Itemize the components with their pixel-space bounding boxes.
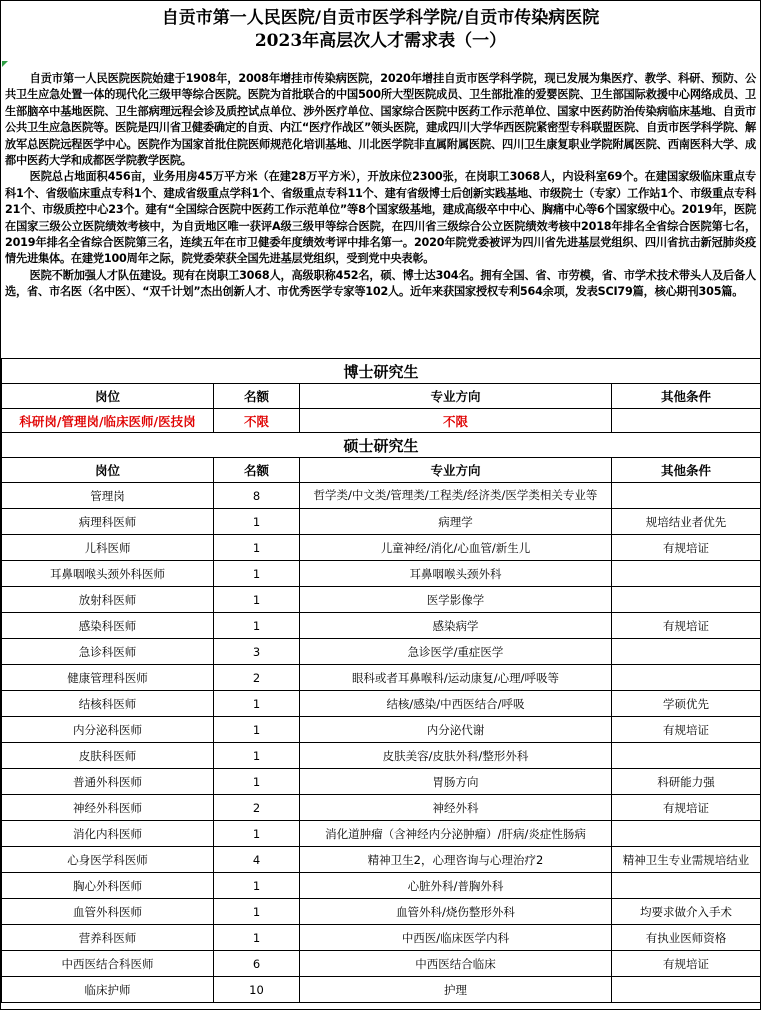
title-table: 2023年高层次人才需求表（一） (254, 31, 507, 51)
table-row (2, 743, 761, 769)
intro-paragraph: 医院不断加强人才队伍建设。现有在岗职工3068人，高级职称452名，硕、博士达304名。拥有全国、省、市劳模，省、市学术技术带头人及后备人选，省、市名医（名中医）、“双千计划”杰出创新人才、市优秀医学专家等102人。近年来获国家授权专利564余项，发表SCI79篇，核心期刊305篇。 (5, 268, 756, 299)
phd-header-row (2, 384, 761, 409)
table-row (2, 847, 761, 873)
cell-position: 中西医结合科医师 (2, 951, 214, 977)
title-hospitals: 自贡市第一人民医院/自贡市医学科学院/自贡市传染病医院 (161, 8, 600, 28)
cell-conditions: 规培结业者优先 (612, 509, 761, 535)
cell-position: 胸心外科医师 (2, 873, 214, 899)
cell-position: 神经外科医师 (2, 795, 214, 821)
cell-quota: 1 (214, 691, 300, 717)
cell-quota: 6 (214, 951, 300, 977)
cell-quota: 1 (214, 925, 300, 951)
table-row (2, 483, 761, 509)
cell-position: 感染科医师 (2, 613, 214, 639)
cell-major: 眼科或者耳鼻喉科/运动康复/心理/呼吸等 (300, 665, 612, 691)
cell-major: 胃肠方向 (300, 769, 612, 795)
cell-major: 病理学 (300, 509, 612, 535)
cell-conditions (612, 561, 761, 587)
table-row (2, 613, 761, 639)
cell-conditions (612, 483, 761, 509)
header-conditions: 其他条件 (612, 384, 761, 409)
cell-conditions: 有规培证 (612, 717, 761, 743)
phd-position: 科研岗/管理岗/临床医师/医技岗 (2, 409, 214, 433)
cell-major: 血管外科/烧伤整形外科 (300, 899, 612, 925)
cell-major: 医学影像学 (300, 587, 612, 613)
cell-conditions (612, 821, 761, 847)
intro-paragraph: 自贡市第一人民医院医院始建于1908年，2008年增挂市传染病医院，2020年增挂自贡市医学科学院，现已发展为集医疗、教学、科研、预防、公共卫生应急处置一体的现代化三级甲等综合医院。医院为首批联合的中国500所大型医院成员、卫生部批准的爱婴医院、卫生部国际救援中心网络成员、卫生部脑卒中基地医院、卫生部病理远程会诊及质控试点单位、涉外医疗单位、国家综合医院中医药工作示范单位、国家中医药防治传染病临床基地、自贡市公共卫生应急医院等。医院是四川省卫健委确定的自贡、内江“医疗作战区”领头医院，建成四川大学华西医院紧密型专科联盟医院、自贡市医学科学院、解放军总医院远程医学中心。医院作为国家首批住院医师规范化培训基地、川北医学院非直属附属医院、四川卫生康复职业学院附属医院、西南医科大学、成都中医药大学和成都医学院教学医院。 (5, 72, 756, 168)
cell-conditions (612, 977, 761, 1003)
cell-position: 普通外科医师 (2, 769, 214, 795)
cell-major: 心脏外科/普胸外科 (300, 873, 612, 899)
phd-row (2, 409, 761, 433)
table-row (2, 951, 761, 977)
table-row (2, 639, 761, 665)
cell-position: 心身医学科医师 (2, 847, 214, 873)
hospital-introduction (1, 63, 760, 358)
cell-quota: 3 (214, 639, 300, 665)
section-phd: 博士研究生 (2, 359, 761, 384)
cell-major: 耳鼻咽喉头颈外科 (300, 561, 612, 587)
cell-quota: 1 (214, 873, 300, 899)
cell-marker-icon (2, 61, 8, 67)
cell-quota: 1 (214, 587, 300, 613)
cell-conditions: 有规培证 (612, 535, 761, 561)
cell-conditions: 有执业医师资格 (612, 925, 761, 951)
cell-conditions (612, 743, 761, 769)
table-row (2, 977, 761, 1003)
cell-major: 急诊医学/重症医学 (300, 639, 612, 665)
table-row (2, 535, 761, 561)
cell-major: 哲学类/中文类/管理类/工程类/经济类/医学类相关专业等 (300, 483, 612, 509)
table-row (2, 561, 761, 587)
table-row (2, 873, 761, 899)
cell-conditions: 精神卫生专业需规培结业 (612, 847, 761, 873)
cell-quota: 1 (214, 769, 300, 795)
cell-major: 内分泌代谢 (300, 717, 612, 743)
header-quota: 名额 (214, 458, 300, 483)
intro-paragraph: 医院总占地面积456亩，业务用房45万平方米（在建28万平方米），开放床位2300张，在岗职工3068人，内设科室69个。在建国家级临床重点专科1个、省级临床重点专科1个、建成省级重点学科1个、省级重点专科11个、建有省级博士后创新实践基地、市级院士（专家）工作站1个、市级重点专科21个、市级质控中心23个。建有“全国综合医院中医药工作示范单位”等8个国家级基地，建成高级卒中中心、胸痛中心等6个国家级中心。2019年，医院在国家三级公立医院绩效考核中，为自贡地区唯一获评A级三级甲等综合医院，在四川省三级综合公立医院绩效考核中2018年排名全省综合医院第七名，2019年排名全省综合医院第三名，连续五年在市卫健委年度绩效考评中排名第一。2020年院党委被评为四川省先进基层党组织、四川省抗击新冠肺炎疫情先进集体。在建党100周年之际，院党委荣获全国先进基层党组织，受到党中央表彰。 (5, 170, 756, 266)
table-row (2, 691, 761, 717)
cell-conditions: 有规培证 (612, 951, 761, 977)
cell-position: 耳鼻咽喉头颈外科医师 (2, 561, 214, 587)
cell-position: 皮肤科医师 (2, 743, 214, 769)
cell-major: 皮肤美容/皮肤外科/整形外科 (300, 743, 612, 769)
header-conditions: 其他条件 (612, 458, 761, 483)
cell-quota: 4 (214, 847, 300, 873)
master-header-row (2, 458, 761, 483)
header-position: 岗位 (2, 384, 214, 409)
cell-quota: 1 (214, 509, 300, 535)
cell-conditions: 学硕优先 (612, 691, 761, 717)
table-row (2, 899, 761, 925)
cell-position: 健康管理科医师 (2, 665, 214, 691)
cell-major: 神经外科 (300, 795, 612, 821)
cell-conditions: 有规培证 (612, 613, 761, 639)
header-major: 专业方向 (300, 458, 612, 483)
cell-conditions (612, 873, 761, 899)
table-row (2, 769, 761, 795)
cell-conditions (612, 587, 761, 613)
cell-quota: 1 (214, 613, 300, 639)
table-row (2, 821, 761, 847)
header-quota: 名额 (214, 384, 300, 409)
cell-major: 结核/感染/中西医结合/呼吸 (300, 691, 612, 717)
cell-quota: 1 (214, 899, 300, 925)
cell-major: 感染病学 (300, 613, 612, 639)
cell-quota: 2 (214, 795, 300, 821)
cell-major: 护理 (300, 977, 612, 1003)
cell-quota: 1 (214, 821, 300, 847)
cell-conditions: 均要求做介入手术 (612, 899, 761, 925)
cell-quota: 1 (214, 743, 300, 769)
cell-position: 血管外科医师 (2, 899, 214, 925)
cell-quota: 2 (214, 665, 300, 691)
cell-quota: 1 (214, 717, 300, 743)
cell-quota: 1 (214, 561, 300, 587)
cell-major: 儿童神经/消化/心血管/新生儿 (300, 535, 612, 561)
cell-position: 管理岗 (2, 483, 214, 509)
table-row (2, 587, 761, 613)
cell-position: 结核科医师 (2, 691, 214, 717)
cell-quota: 10 (214, 977, 300, 1003)
cell-position: 急诊科医师 (2, 639, 214, 665)
cell-position: 临床护师 (2, 977, 214, 1003)
cell-major: 精神卫生2，心理咨询与心理治疗2 (300, 847, 612, 873)
cell-major: 中西医/临床医学内科 (300, 925, 612, 951)
cell-quota: 8 (214, 483, 300, 509)
cell-position: 病理科医师 (2, 509, 214, 535)
cell-conditions (612, 639, 761, 665)
cell-conditions: 科研能力强 (612, 769, 761, 795)
cell-position: 消化内科医师 (2, 821, 214, 847)
cell-major: 中西医结合临床 (300, 951, 612, 977)
title-block (1, 1, 760, 63)
cell-position: 儿科医师 (2, 535, 214, 561)
table-row (2, 665, 761, 691)
cell-major: 消化道肿瘤（含神经内分泌肿瘤）/肝病/炎症性肠病 (300, 821, 612, 847)
phd-major: 不限 (300, 409, 612, 433)
header-major: 专业方向 (300, 384, 612, 409)
phd-conditions (612, 409, 761, 433)
cell-position: 营养科医师 (2, 925, 214, 951)
cell-quota: 1 (214, 535, 300, 561)
table-row (2, 509, 761, 535)
section-master: 硕士研究生 (2, 433, 761, 458)
table-row (2, 795, 761, 821)
table-row (2, 717, 761, 743)
cell-position: 内分泌科医师 (2, 717, 214, 743)
cell-conditions (612, 665, 761, 691)
cell-conditions: 有规培证 (612, 795, 761, 821)
cell-position: 放射科医师 (2, 587, 214, 613)
table-row (2, 925, 761, 951)
demand-table (1, 358, 761, 1003)
header-position: 岗位 (2, 458, 214, 483)
phd-quota: 不限 (214, 409, 300, 433)
